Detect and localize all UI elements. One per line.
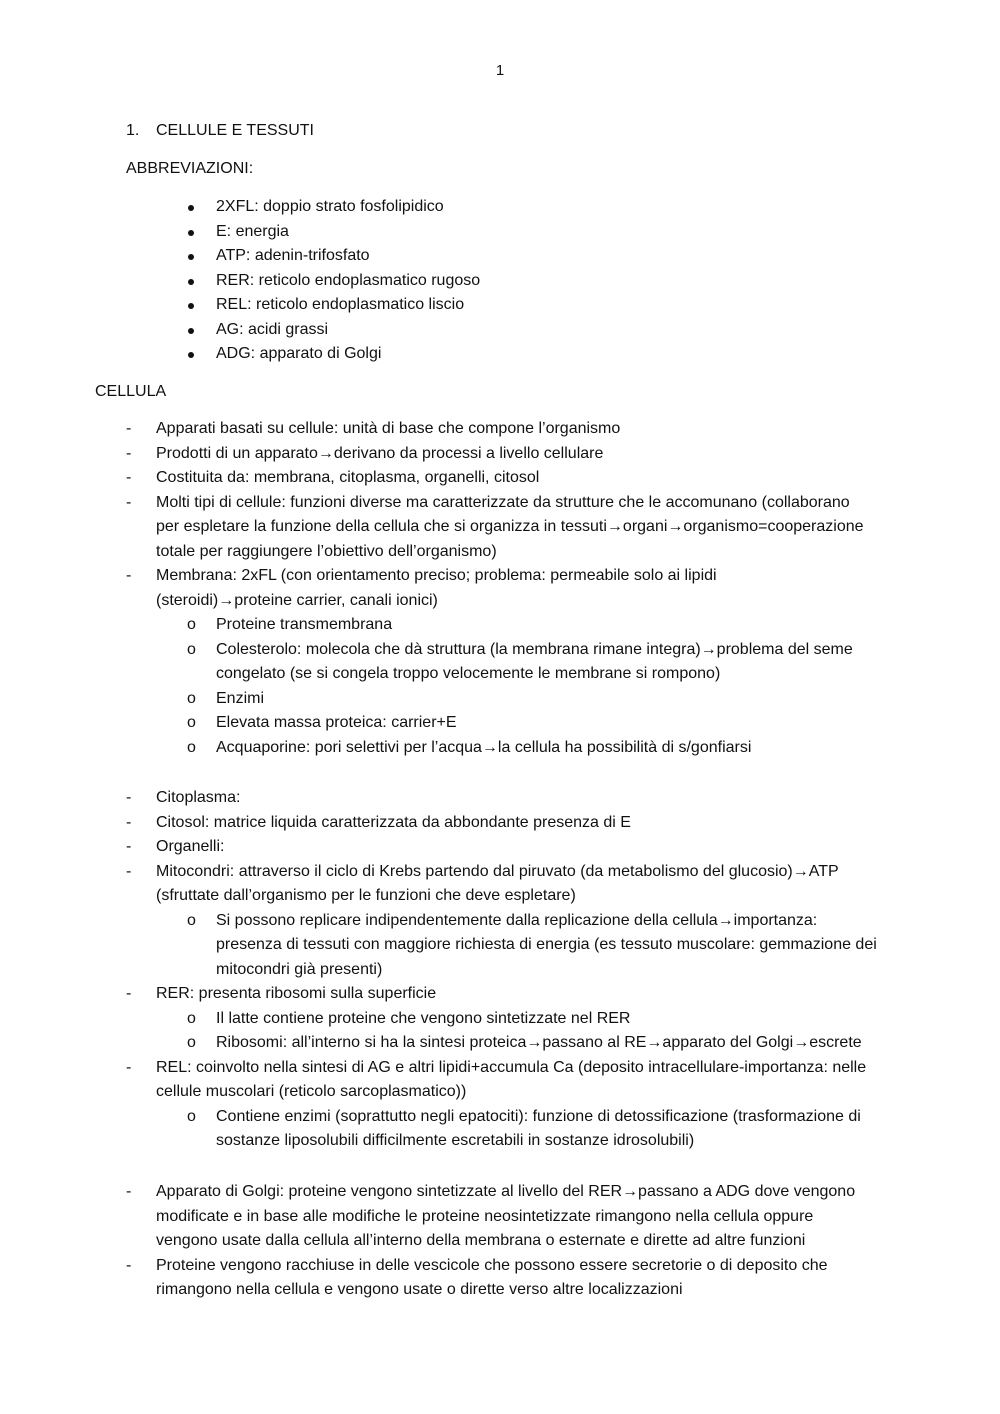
body-line: Si possono replicare indipendentemente dalla replicazione della cellula→importanza: — [216, 911, 818, 929]
body-line: Il latte contiene proteine che vengono sintetizzate nel RER — [216, 1009, 631, 1027]
dash-marker: - — [126, 567, 132, 584]
body-line: (sfruttate dall’organismo per le funzioni che deve espletare) — [156, 887, 576, 904]
bullet-dot-icon — [188, 328, 194, 334]
abbreviation-item: ATP: adenin-trifosfato — [216, 247, 370, 264]
body-line: Citoplasma: — [156, 789, 241, 806]
body-line: Membrana: 2xFL (con orientamento preciso; problema: permeabile solo ai lipidi — [156, 567, 717, 584]
body-line: Apparati basati su cellule: unità di base che compone l’organismo — [156, 420, 621, 437]
dash-marker: - — [126, 469, 132, 486]
dash-marker: - — [126, 1058, 132, 1076]
body-line: Enzimi — [216, 689, 265, 707]
abbreviation-item: E: energia — [216, 222, 289, 240]
dash-marker: - — [126, 420, 132, 437]
heading-title: CELLULE E TESSUTI — [156, 122, 314, 139]
body-line: totale per raggiungere l’obiettivo dell’organismo) — [156, 542, 497, 560]
body-line: per espletare la funzione della cellula che si organizza in tessuti→organi→organismo=cooperazione — [156, 518, 864, 535]
abbreviations-title: ABBREVIAZIONI: — [126, 160, 254, 177]
dash-marker: - — [126, 789, 132, 806]
bullet-dot-icon — [188, 254, 194, 260]
body-line: Costituita da: membrana, citoplasma, organelli, citosol — [156, 469, 540, 486]
abbreviation-item: AG: acidi grassi — [216, 320, 329, 338]
body-line: Elevata massa proteica: carrier+E — [216, 714, 457, 731]
body-line: Organelli: — [156, 838, 225, 855]
sub-bullet-marker: o — [187, 689, 196, 707]
sub-bullet-marker: o — [187, 616, 196, 633]
dash-marker: - — [126, 1183, 132, 1200]
sub-bullet-marker: o — [187, 738, 196, 756]
body-line: vengono usate dalla cellula all’interno della membrana o esternate e dirette ad altre funzioni — [156, 1232, 806, 1249]
bullet-dot-icon — [188, 352, 194, 358]
bullet-dot-icon — [188, 279, 194, 285]
dash-marker: - — [126, 1256, 132, 1274]
body-line: Colesterolo: molecola che dà struttura (la membrana rimane integra)→problema del seme — [216, 640, 853, 658]
body-line: RER: presenta ribosomi sulla superficie — [156, 985, 437, 1002]
dash-marker: - — [126, 862, 132, 880]
dash-marker: - — [126, 493, 132, 511]
dash-marker: - — [126, 985, 132, 1002]
sub-bullet-marker: o — [187, 640, 196, 658]
body-line: Contiene enzimi (soprattutto negli epatociti): funzione di detossificazione (trasformazione di — [216, 1107, 861, 1125]
bullet-dot-icon — [188, 230, 194, 236]
body-line: rimangono nella cellula e vengono usate o dirette verso altre localizzazioni — [156, 1281, 683, 1298]
dash-marker: - — [126, 813, 132, 831]
body-line: mitocondri già presenti) — [216, 960, 383, 978]
sub-bullet-marker: o — [187, 714, 196, 731]
sub-bullet-marker: o — [187, 911, 196, 929]
body-line: Prodotti di un apparato→derivano da processi a livello cellulare — [156, 444, 604, 462]
body-line: Ribosomi: all’interno si ha la sintesi proteica→passano al RE→apparato del Golgi→escrete — [216, 1034, 862, 1051]
abbreviation-item: RER: reticolo endoplasmatico rugoso — [216, 271, 481, 289]
body-line: congelato (se si congela troppo velocemente le membrane si rompono) — [216, 665, 721, 682]
body-line: presenza di tessuti con maggiore richiesta di energia (es tessuto muscolare: gemmazione dei — [216, 936, 877, 953]
abbreviation-item: 2XFL: doppio strato fosfolipidico — [216, 198, 444, 215]
body-line: Proteine transmembrana — [216, 616, 393, 633]
dash-marker: - — [126, 444, 132, 462]
body-line: REL: coinvolto nella sintesi di AG e altri lipidi+accumula Ca (deposito intracellulare-importanza: nelle — [156, 1058, 867, 1076]
section-title: CELLULA — [95, 383, 167, 400]
bullet-dot-icon — [188, 303, 194, 309]
body-line: modificate e in base alle modifiche le proteine neosintetizzate rimangono nella cellula oppure — [156, 1207, 814, 1225]
sub-bullet-marker: o — [187, 1009, 196, 1027]
heading-number: 1. — [126, 122, 140, 139]
sub-bullet-marker: o — [187, 1034, 196, 1051]
body-line: Mitocondri: attraverso il ciclo di Krebs partendo dal piruvato (da metabolismo del glucosio)→ATP — [156, 862, 839, 880]
dash-marker: - — [126, 838, 132, 855]
sub-bullet-marker: o — [187, 1107, 196, 1125]
abbreviation-item: ADG: apparato di Golgi — [216, 345, 382, 362]
body-line: Citosol: matrice liquida caratterizzata da abbondante presenza di E — [156, 813, 631, 831]
body-line: sostanze liposolubili difficilmente escretabili in sostanze idrosolubili) — [216, 1132, 695, 1149]
abbreviation-item: REL: reticolo endoplasmatico liscio — [216, 296, 465, 313]
body-line: Apparato di Golgi: proteine vengono sintetizzate al livello del RER→passano a ADG dove vengono — [156, 1183, 856, 1200]
body-line: (steroidi)→proteine carrier, canali ionici) — [156, 591, 438, 609]
body-line: cellule muscolari (reticolo sarcoplasmatico)) — [156, 1083, 467, 1100]
body-line: Proteine vengono racchiuse in delle vescicole che possono essere secretorie o di deposito che — [156, 1256, 828, 1274]
body-line: Molti tipi di cellule: funzioni diverse ma caratterizzate da strutture che le accomunano (collaborano — [156, 493, 850, 511]
body-line: Acquaporine: pori selettivi per l’acqua→la cellula ha possibilità di s/gonfiarsi — [216, 738, 752, 756]
bullet-dot-icon — [188, 205, 194, 211]
page-number: 1 — [495, 62, 505, 79]
